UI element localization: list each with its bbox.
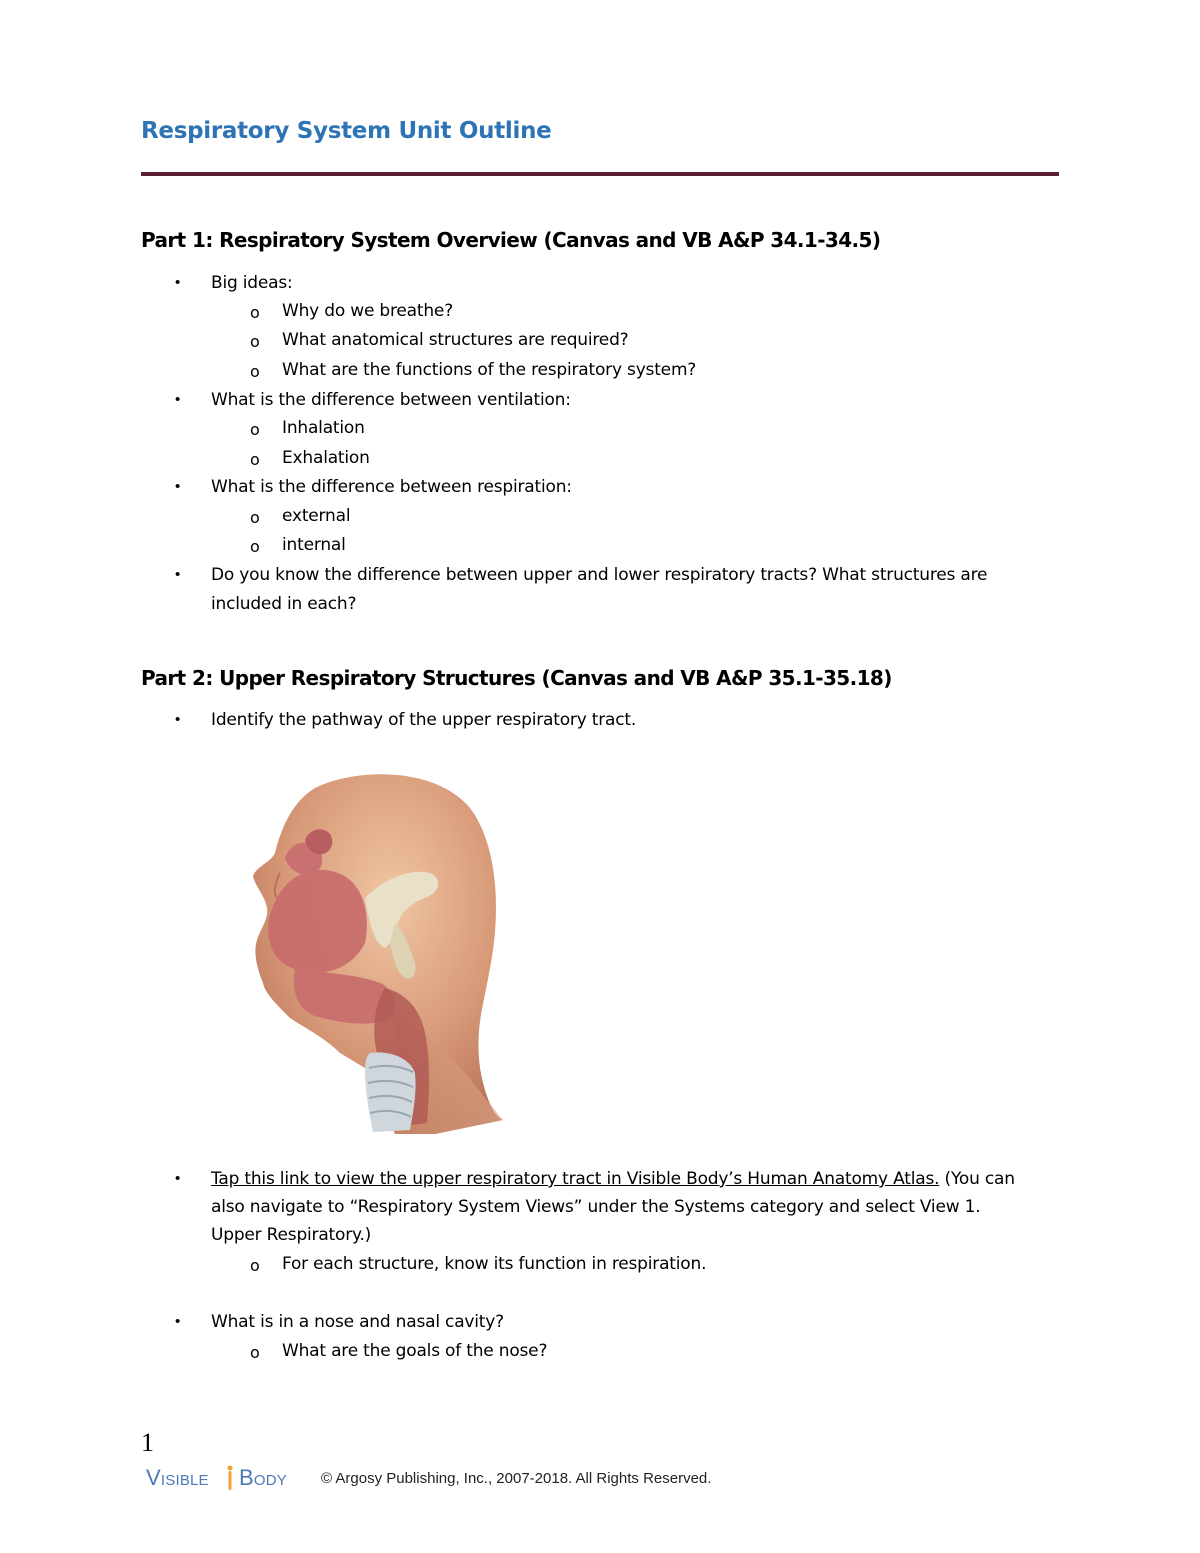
sub-bullet-marker: o	[250, 450, 260, 469]
document-title: Respiratory System Unit Outline	[141, 118, 552, 144]
list-item: Identify the pathway of the upper respiratory tract.	[211, 710, 637, 730]
title-divider	[141, 172, 1059, 176]
sub-bullet-marker: o	[250, 537, 260, 556]
list-item	[211, 1168, 1015, 1190]
sub-bullet-marker: o	[250, 1256, 260, 1275]
bullet-marker: •	[175, 711, 181, 728]
list-item: What is the difference between respiration:	[211, 477, 572, 497]
list-item-continuation: included in each?	[211, 594, 357, 614]
visible-body-atlas-link[interactable]: Tap this link to view the upper respiratory tract in Visible Body’s Human Anatomy Atlas.	[211, 1169, 940, 1189]
list-item: Do you know the difference between upper and lower respiratory tracts? What structures are	[211, 565, 988, 585]
sub-list-item: What are the functions of the respiratory system?	[282, 360, 697, 380]
sub-list-item: Exhalation	[282, 448, 370, 468]
bullet-marker: •	[175, 391, 181, 408]
bullet-marker: •	[175, 478, 181, 495]
sub-list-item: internal	[282, 535, 346, 555]
sub-bullet-marker: o	[250, 508, 260, 527]
sub-bullet-marker: o	[250, 303, 260, 322]
visible-body-logo	[146, 1463, 298, 1495]
sub-list-item: external	[282, 506, 351, 526]
sub-bullet-marker: o	[250, 1343, 260, 1362]
head-anatomy-illustration	[245, 768, 507, 1134]
bullet-marker: •	[175, 1170, 181, 1187]
sub-list-item: Why do we breathe?	[282, 301, 454, 321]
bullet-marker: •	[175, 274, 181, 291]
sub-list-item: What anatomical structures are required?	[282, 330, 629, 350]
copyright-notice: © Argosy Publishing, Inc., 2007-2018. All Rights Reserved.	[321, 1470, 712, 1487]
list-item: What is in a nose and nasal cavity?	[211, 1312, 504, 1332]
figure-icon	[225, 1465, 235, 1491]
list-item: Big ideas:	[211, 273, 293, 293]
list-item-continuation: also navigate to “Respiratory System Views” under the Systems category and select View 1.	[211, 1197, 981, 1217]
logo-word-visible: Visible	[146, 1465, 209, 1490]
list-item-continuation: Upper Respiratory.)	[211, 1225, 372, 1245]
sub-list-item: What are the goals of the nose?	[282, 1341, 548, 1361]
logo-word-body: Body	[239, 1465, 287, 1490]
bullet-marker: •	[175, 1313, 181, 1330]
sub-list-item: For each structure, know its function in respiration.	[282, 1254, 707, 1274]
sub-bullet-marker: o	[250, 420, 260, 439]
link-trailing-text: (You can	[939, 1169, 1015, 1189]
part1-heading: Part 1: Respiratory System Overview (Canvas and VB A&P 34.1-34.5)	[141, 228, 881, 252]
bullet-marker: •	[175, 566, 181, 583]
sub-bullet-marker: o	[250, 332, 260, 351]
page-number: 1	[141, 1428, 154, 1457]
sub-bullet-marker: o	[250, 362, 260, 381]
part2-heading: Part 2: Upper Respiratory Structures (Canvas and VB A&P 35.1-35.18)	[141, 666, 892, 690]
list-item: What is the difference between ventilation:	[211, 390, 571, 410]
sub-list-item: Inhalation	[282, 418, 365, 438]
